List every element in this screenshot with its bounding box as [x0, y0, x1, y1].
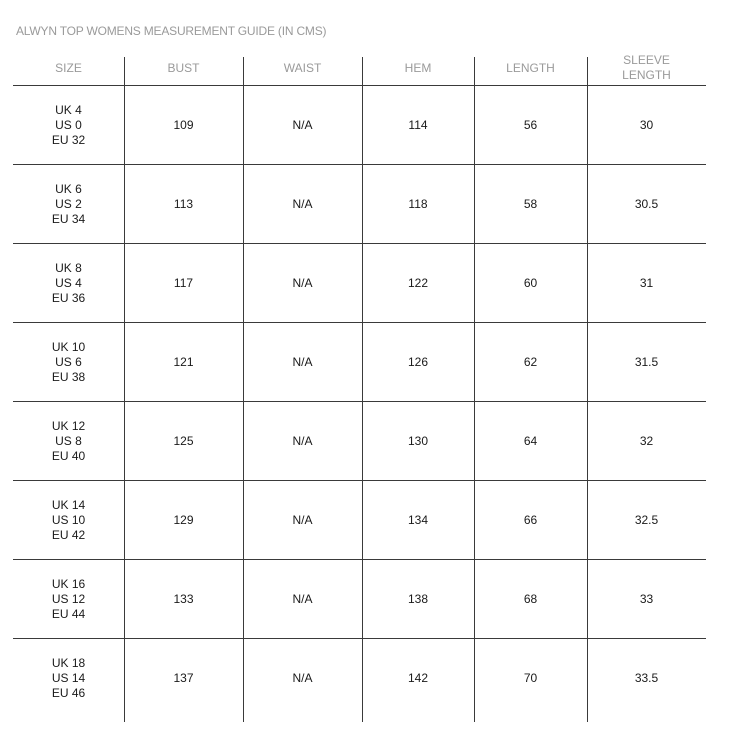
header-bust [124, 50, 243, 86]
header-label: SLEEVE LENGTH [622, 53, 671, 82]
hem-value: 126 [407, 355, 429, 369]
bust-value: 137 [173, 671, 194, 685]
waist-value: N/A [292, 592, 313, 606]
hem-value: 122 [407, 276, 429, 290]
bust-value: 129 [173, 513, 194, 527]
sleeve-length-value: 30.5 [634, 197, 659, 211]
hem-value: 142 [407, 671, 429, 685]
size-label: UK 14 [51, 498, 86, 512]
header-label: BUST [167, 60, 200, 75]
size-label: UK 10 [51, 340, 86, 354]
hem-value: 130 [407, 434, 429, 448]
header-size [13, 50, 124, 86]
header-label: HEM [404, 60, 432, 75]
waist-value: N/A [292, 513, 313, 527]
hem-value: 118 [408, 197, 428, 211]
bust-value: 117 [173, 276, 194, 290]
waist-value: N/A [292, 276, 313, 290]
sleeve-length-value: 33.5 [634, 671, 659, 685]
length-value: 66 [523, 513, 538, 527]
waist-value: N/A [292, 434, 313, 448]
size-label: EU 32 [51, 133, 86, 147]
size-cell [13, 86, 124, 165]
size-label: US 10 [51, 513, 86, 527]
length-value: 68 [523, 592, 538, 606]
size-label: UK 8 [55, 261, 82, 275]
length-value: 70 [523, 671, 538, 685]
size-label: UK 6 [55, 182, 82, 196]
size-cell [13, 481, 124, 560]
waist-value: N/A [292, 671, 313, 685]
sleeve-length-value: 33 [639, 592, 654, 606]
size-cell [13, 402, 124, 481]
measurement-table [13, 0, 706, 736]
size-label: EU 36 [51, 291, 86, 305]
size-label: EU 40 [51, 449, 86, 463]
bust-value: 133 [173, 592, 194, 606]
header-waist [243, 50, 362, 86]
header-label: WAIST [283, 60, 322, 75]
sleeve-length-value: 32 [639, 434, 654, 448]
size-label: UK 12 [51, 419, 86, 433]
size-label: UK 16 [51, 577, 86, 591]
length-value: 60 [523, 276, 538, 290]
length-value: 58 [523, 197, 538, 211]
length-value: 56 [523, 118, 538, 132]
size-cell [13, 165, 124, 244]
size-label: EU 44 [51, 607, 86, 621]
size-label: EU 34 [51, 212, 86, 226]
size-label: US 12 [51, 592, 86, 606]
size-cell [13, 639, 124, 718]
size-label: US 4 [55, 276, 82, 290]
size-label: EU 42 [51, 528, 86, 542]
length-value: 64 [523, 434, 538, 448]
size-label: UK 4 [55, 103, 82, 117]
size-label: EU 38 [51, 370, 86, 384]
size-cell [13, 323, 124, 402]
header-label: SIZE [55, 60, 82, 75]
header-hem [362, 50, 474, 86]
size-label: EU 46 [51, 686, 86, 700]
size-label: UK 18 [51, 656, 86, 670]
header-label: LENGTH [506, 60, 555, 75]
page-title: ALWYN TOP WOMENS MEASUREMENT GUIDE (IN CMS) [16, 24, 327, 38]
bust-value: 113 [173, 197, 194, 211]
hem-value: 114 [408, 118, 428, 132]
bust-value: 125 [173, 434, 194, 448]
sleeve-length-value: 32.5 [634, 513, 659, 527]
sleeve-length-value: 31 [639, 276, 654, 290]
waist-value: N/A [292, 118, 313, 132]
size-label: US 14 [51, 671, 86, 685]
hem-value: 138 [407, 592, 429, 606]
header-length [474, 50, 587, 86]
sleeve-length-value: 30 [639, 118, 654, 132]
hem-value: 134 [407, 513, 429, 527]
size-label: US 0 [55, 118, 82, 132]
length-value: 62 [523, 355, 538, 369]
size-label: US 6 [55, 355, 82, 369]
header-sleeve-length [587, 50, 706, 86]
size-label: US 8 [55, 434, 82, 448]
size-label: US 2 [55, 197, 82, 211]
waist-value: N/A [292, 197, 313, 211]
waist-value: N/A [292, 355, 313, 369]
sleeve-length-value: 31.5 [634, 355, 659, 369]
bust-value: 121 [173, 355, 194, 369]
bust-value: 109 [173, 118, 194, 132]
size-cell [13, 244, 124, 323]
size-cell [13, 560, 124, 639]
